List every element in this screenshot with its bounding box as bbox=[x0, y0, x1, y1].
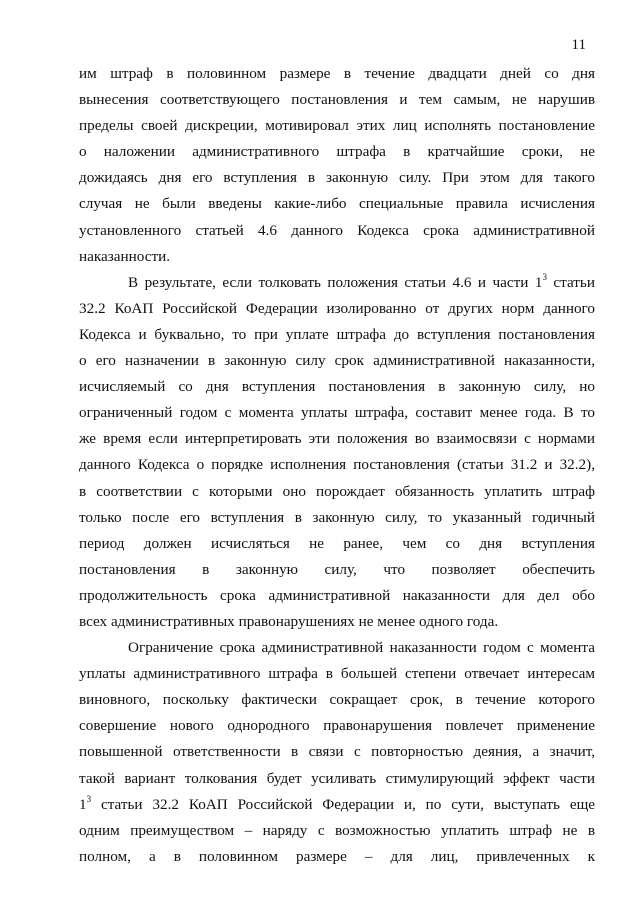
text-line: уплаты административного штрафа в большей степени отвечает интересам bbox=[79, 665, 595, 683]
text-fragment: 1 bbox=[79, 795, 87, 813]
page-number: 11 bbox=[571, 37, 586, 53]
text-line: пределы своей дискреции, мотивировал этих лиц исполнять постановление bbox=[79, 117, 595, 135]
text-line: всех административных правонарушениях не менее одного года. bbox=[79, 612, 499, 630]
text-line: Ограничение срока административной наказанности годом с момента bbox=[128, 639, 595, 657]
text-line: одним преимуществом – наряду с возможностью уплатить штраф не в bbox=[79, 821, 595, 839]
text-line: установленного статьей 4.6 данного Кодекса срока административной bbox=[79, 221, 595, 239]
paragraph-p2 bbox=[79, 270, 595, 635]
text-line: виновного, поскольку фактически сокращает срок, в течение которого bbox=[79, 691, 595, 709]
paragraph-p1 bbox=[79, 61, 595, 270]
text-line: наказанности. bbox=[79, 247, 171, 265]
text-line: Кодекса и буквально, то при уплате штрафа до вступления постановления bbox=[79, 325, 595, 343]
text-line: ограниченный годом с момента уплаты штрафа, составит менее года. В то bbox=[79, 404, 595, 422]
text-line: совершение нового однородного правонарушения повлечет применение bbox=[79, 717, 595, 735]
text-line bbox=[79, 270, 595, 296]
text-line: данного Кодекса о порядке исполнения постановления (статьи 31.2 и 32.2), bbox=[79, 456, 595, 474]
text-fragment: В результате, если толковать положения статьи 4.6 и части 1 bbox=[128, 273, 543, 291]
text-line: период должен исчисляться не ранее, чем со дня вступления bbox=[79, 534, 595, 552]
text-line: постановления в законную силу, что позволяет обеспечить bbox=[79, 560, 595, 578]
text-line: вынесения соответствующего постановления и тем самым, не нарушив bbox=[79, 91, 595, 109]
text-line: такой вариант толкования будет усиливать стимулирующий эффект части bbox=[79, 769, 595, 787]
superscript-marker: 3 bbox=[542, 271, 547, 282]
text-fragment: статьи bbox=[546, 273, 595, 291]
text-line: о наложении административного штрафа в кратчайшие сроки, не bbox=[79, 143, 595, 161]
text-line: полном, а в половинном размере – для лиц, привлеченных к bbox=[79, 847, 595, 865]
text-line: исчисляемый со дня вступления постановления в законную силу, но bbox=[79, 378, 595, 396]
text-line: повышенной ответственности в связи с повторностью деяния, а значит, bbox=[79, 743, 595, 761]
text-line: о его назначении в законную силу срок административной наказанности, bbox=[79, 352, 595, 370]
paragraph-p3 bbox=[79, 635, 595, 870]
text-line: дожидаясь дня его вступления в законную силу. При этом для такого bbox=[79, 169, 595, 187]
text-line: только после его вступления в законную силу, то указанный годичный bbox=[79, 508, 595, 526]
text-line: же время если интерпретировать эти положения во взаимосвязи с нормами bbox=[79, 430, 595, 448]
text-line: в соответствии с которыми оно порождает обязанность уплатить штраф bbox=[79, 482, 595, 500]
text-fragment: статьи 32.2 КоАП Российской Федерации и, по сути, выступать еще bbox=[91, 795, 595, 813]
text-line: 32.2 КоАП Российской Федерации изолированно от других норм данного bbox=[79, 299, 595, 317]
text-line bbox=[79, 792, 595, 818]
text-line: продолжительность срока административной наказанности для дел обо bbox=[79, 586, 595, 604]
text-line: случая не были введены какие-либо специальные правила исчисления bbox=[79, 195, 595, 213]
document-body bbox=[79, 61, 595, 870]
text-line: им штраф в половинном размере в течение двадцати дней со дня bbox=[79, 65, 595, 82]
superscript-marker: 3 bbox=[86, 793, 92, 804]
